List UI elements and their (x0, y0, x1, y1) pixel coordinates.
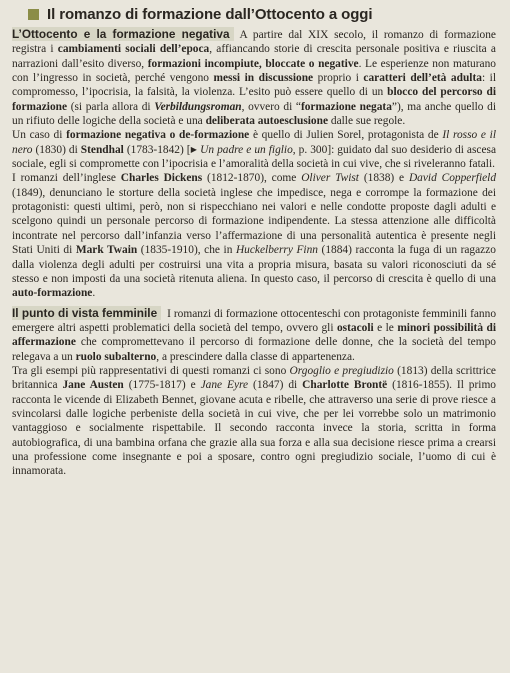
title-row (28, 6, 496, 23)
text-run: (1775-1817) e (123, 379, 201, 392)
text-run: I romanzi dell’inglese (12, 172, 121, 185)
text-run: (1849), denunciano le storture della società inglese che impedisce, nega e corrompe la formazione dei protagonisti: questi ultimi, però, non si rispecchiano nei valori e nelle condotte proposte dagli adulti e scelgono quindi un personale percorso di formazione indipendente. La stessa attenzione alle difficoltà incontrate nel percorso dall’infanzia verso l’affermazione di una personalità autentica è presente negli Stati Uniti di (12, 186, 496, 257)
section-heading: Il punto di vista femminile (12, 306, 161, 320)
text-run: A partire dal XIX secolo, il romanzo di formazione registra i (12, 29, 496, 56)
paragraph (12, 306, 496, 364)
text-run: , affiancando storie di crescita personale positiva e riuscita a narrazioni dall’esito diverso, (12, 43, 496, 70)
emphasis-text: Jane Austen (62, 379, 124, 392)
text-run: (1838) e (358, 172, 409, 185)
emphasis-text: caratteri dell’età adulta (363, 72, 482, 85)
text-run: che compromettevano il percorso di formazione delle donne, che la società del tempo relegava a un (12, 336, 496, 363)
emphasis-text: Charles Dickens (120, 172, 203, 185)
emphasis-text (154, 101, 241, 113)
emphasis-text: Verbildungsroman (154, 100, 242, 113)
text-run: è quello di Julien Sorel, protagonista de (249, 129, 443, 142)
text-run: I romanzi di formazione ottocenteschi con protagoniste femminili fanno emergere altri aspetti problematici della società del tempo, ovvero gli (12, 307, 497, 334)
text-run: Tra gli esempi più rappresentativi di questi romanzi ci sono (12, 364, 290, 377)
paragraph (12, 171, 496, 300)
title-square-icon (28, 9, 39, 20)
emphasis-text: Il rosso e il nero (12, 129, 496, 156)
text-run: , ovvero di “ (241, 100, 301, 113)
text-run: (1783-1842) [ (123, 143, 191, 156)
section-ottocento (12, 27, 496, 301)
emphasis-text: blocco del percorso di formazione (12, 86, 496, 113)
emphasis-text: Orgoglio e pregiudizio (289, 364, 394, 377)
text-run: (1830) di (32, 143, 81, 156)
emphasis-text: Jane Eyre (200, 379, 249, 392)
section-femminile (12, 306, 496, 479)
paragraph (12, 128, 496, 171)
emphasis-text: Oliver Twist (301, 172, 359, 185)
emphasis-text: auto-formazione (12, 287, 93, 300)
emphasis-text: deliberata autoesclusione (205, 115, 329, 128)
emphasis-text: Charlotte Brontë (302, 379, 388, 392)
paragraph (12, 27, 496, 128)
text-run: ”), ma anche quello di un rifiuto delle logiche della società e una (12, 100, 496, 128)
emphasis-text: minori possibilità di affermazione (12, 321, 496, 349)
text-run: (1813) della scrittrice britannica (12, 364, 496, 392)
emphasis-text: messi in discussione (213, 72, 314, 85)
emphasis-text: Stendhal (80, 143, 124, 156)
text-run: proprio i (313, 72, 364, 85)
emphasis-text: ostacoli (336, 321, 374, 334)
emphasis-text: formazione negata (300, 100, 392, 113)
emphasis-text: formazione negativa o de-formazione (66, 129, 250, 142)
paragraph (12, 364, 496, 479)
emphasis-text: formazioni incompiute, bloccate o negative (147, 57, 359, 70)
emphasis-text: David Copperfield (408, 172, 497, 185)
text-run: (1812-1870), come (202, 172, 302, 185)
text-run: (si parla allora di (67, 100, 155, 113)
emphasis-text: Mark Twain (75, 244, 138, 257)
text-run: . (92, 287, 96, 300)
text-run: Un caso di (12, 129, 67, 142)
emphasis-text: Huckelberry Finn (235, 244, 318, 257)
emphasis-text: Un padre e un figlio (200, 143, 293, 156)
emphasis-text: cambiamenti sociali dell’epoca (57, 43, 210, 56)
text-run: (1847) di (248, 379, 303, 392)
text-run: e le (373, 321, 398, 334)
text-run: , a prescindere dalla classe di appartenenza. (156, 350, 355, 363)
text-run: (1816-1855). Il primo racconta le vicende di Elizabeth Bennet, giovane acuta e ribelle, che attraverso una serie di prove riesce a svincolarsi dalle logiche perbeniste della società in cui vive, che per lei vorrebbe solo un matrimonio vantaggioso e socialmente rispettabile. Il secondo racconta invece la storia, scritta in forma autobiografica, di una bambina orfana che grazie alla sua forza e alla sua decisione riesce prima a crearsi una professione come insegnante e poi a sposare, contro ogni pregiudizio sociale, l’uomo di cui è innamorata. (12, 379, 497, 478)
text-run: dalle sue regole. (328, 115, 406, 128)
arrow-right-icon: ▶ (190, 144, 198, 154)
emphasis-text: ruolo subalterno (75, 350, 157, 363)
text-run: : il compromesso, l’ipocrisia, la falsità, la violenza. L’esito può essere quello di un (12, 72, 496, 99)
section-heading: L’Ottocento e la formazione negativa (12, 27, 234, 41)
paragraph-text (12, 29, 496, 127)
page-title: Il romanzo di formazione dall’Ottocento a oggi (47, 6, 373, 23)
text-run: (1835-1910), che in (137, 244, 236, 257)
text-run: , p. 300]: guidato dal suo desiderio di ascesa sociale, egli si compromette con l’ipocrisia e l’amoralità della società in cui vive, che si riveleranno fatali. (12, 143, 496, 171)
text-run: (1884) racconta la fuga di un ragazzo dalla violenza degli adulti per costruirsi una vita a propria misura, basata su valori riconosciuti da sé stesso e non imposti da una società ritenuta aliena. In questo caso, il percorso di crescita è quello di una (12, 244, 496, 285)
text-run: . Le esperienze non maturano con l’ingresso in società, perché vengono (12, 57, 496, 85)
